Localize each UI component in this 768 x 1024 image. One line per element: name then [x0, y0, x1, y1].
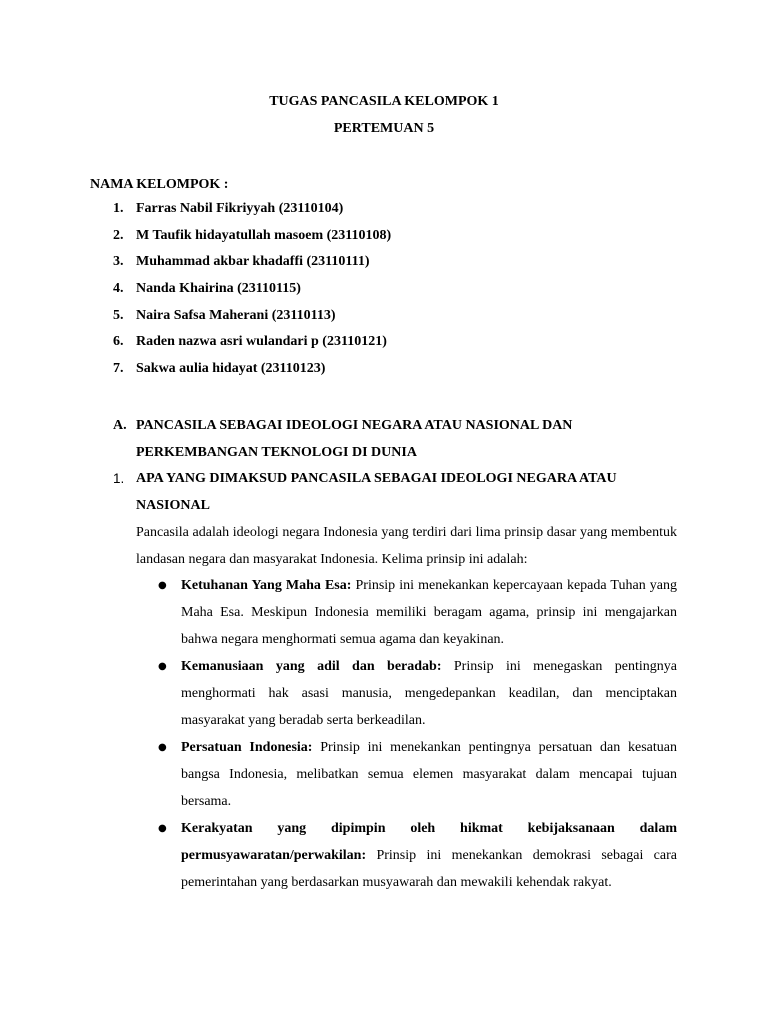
principle-item — [136, 572, 677, 653]
bullet-icon: ● — [158, 742, 167, 753]
member-item — [90, 227, 690, 254]
member-name: Sakwa aulia hidayat (23110123) — [136, 361, 326, 377]
principle-item — [136, 734, 677, 815]
member-number: 4. — [113, 281, 124, 297]
principle-item — [136, 653, 677, 734]
bullet-icon: ● — [158, 580, 167, 591]
member-number: 6. — [113, 334, 124, 350]
member-name: Nanda Khairina (23110115) — [136, 281, 301, 297]
principle-term: Kemanusiaan yang adil dan beradab: — [181, 659, 442, 674]
bullet-icon: ● — [158, 661, 167, 672]
subsection-heading-text: APA YANG DIMAKSUD PANCASILA SEBAGAI IDEOLOGI NEGARA ATAU NASIONAL — [136, 471, 617, 513]
member-item — [90, 200, 690, 227]
intro-paragraph: Pancasila adalah ideologi negara Indonesia yang terdiri dari lima prinsip dasar yang membentuk landasan negara dan masyarakat Indonesia. Kelima prinsip ini adalah: — [136, 525, 677, 567]
principle-description: Prinsip ini menekankan pentingnya persatuan dan kesatuan bangsa Indonesia, melibatkan semua elemen masyarakat dalam mencapai tujuan bersama. — [181, 740, 677, 809]
subsection-heading-1 — [113, 466, 673, 519]
bullet-icon: ● — [158, 823, 167, 834]
member-item — [90, 360, 690, 387]
member-number: 5. — [113, 307, 124, 323]
member-name: Farras Nabil Fikriyyah (23110104) — [136, 201, 344, 216]
section-heading-text: PANCASILA SEBAGAI IDEOLOGI NEGARA ATAU NASIONAL DAN PERKEMBANGAN TEKNOLOGI DI DUNIA — [136, 418, 573, 460]
member-name: Muhammad akbar khadaffi (23110111) — [136, 254, 370, 270]
principle-term: Persatuan Indonesia: — [181, 740, 313, 755]
member-name: Naira Safsa Maherani (23110113) — [136, 307, 336, 323]
member-item — [90, 280, 690, 307]
principle-description: Prinsip ini menekankan kepercayaan kepada Tuhan yang Maha Esa. Meskipun Indonesia memiliki beragam agama, prinsip ini mengajarkan bahwa negara menghormati semua agama dan keyakinan. — [181, 578, 677, 647]
group-heading: NAMA KELOMPOK : — [90, 177, 229, 192]
section-marker: A. — [113, 418, 127, 433]
subsection-marker: 1. — [113, 471, 125, 486]
principle-list — [136, 572, 677, 896]
member-number: 3. — [113, 254, 124, 270]
principle-description: Prinsip ini menekankan demokrasi sebagai cara pemerintahan yang berdasarkan musyawarah dan mewakili kehendak rakyat. — [181, 848, 677, 890]
member-list — [90, 200, 690, 387]
member-number: 2. — [113, 227, 124, 243]
principle-term: Kerakyatan yang dipimpin oleh hikmat kebijaksanaan dalam permusyawaratan/perwakilan: — [181, 821, 677, 863]
member-name: M Taufik hidayatullah masoem (23110108) — [136, 227, 392, 243]
principle-item — [136, 815, 677, 896]
principle-term: Ketuhanan Yang Maha Esa: — [181, 578, 352, 593]
principle-description: Prinsip ini menegaskan pentingnya menghormati hak asasi manusia, mengedepankan keadilan, dan menciptakan masyarakat yang beradab serta berkeadilan. — [181, 659, 677, 728]
member-number: 7. — [113, 361, 124, 377]
document-subtitle: PERTEMUAN 5 — [333, 121, 435, 136]
member-item — [90, 307, 690, 334]
document-title: TUGAS PANCASILA KELOMPOK 1 — [269, 94, 499, 109]
member-number: 1. — [113, 201, 124, 216]
member-item — [90, 333, 690, 360]
member-name: Raden nazwa asri wulandari p (23110121) — [136, 334, 387, 350]
section-heading-a — [113, 413, 653, 466]
member-item — [90, 253, 690, 280]
